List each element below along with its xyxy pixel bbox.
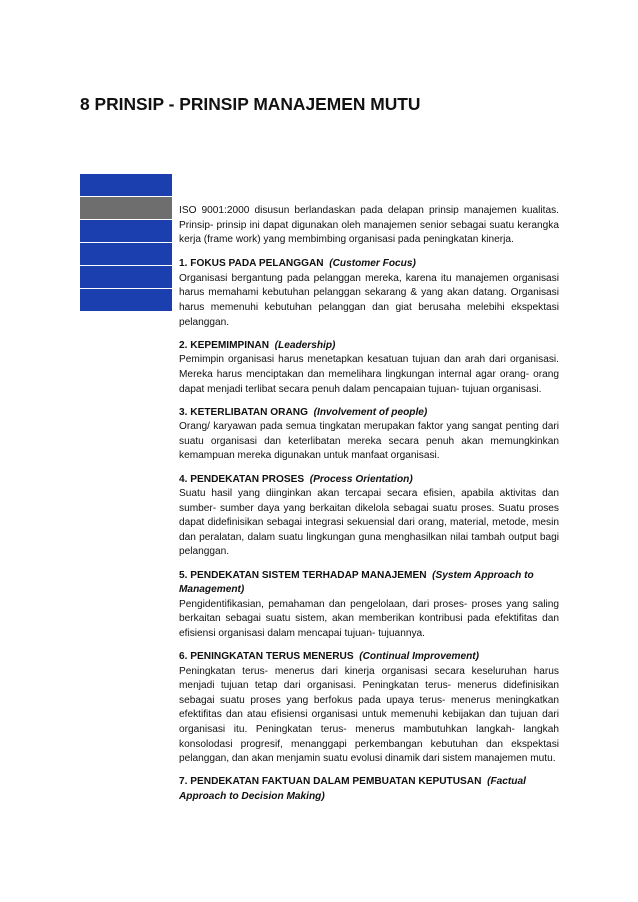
decorative-block-blue xyxy=(80,289,172,311)
principle-section xyxy=(179,339,559,397)
document-body xyxy=(179,204,559,813)
principle-english-title: (Customer Focus) xyxy=(329,258,416,270)
principle-heading xyxy=(179,473,559,488)
principle-heading xyxy=(179,257,559,272)
principle-section xyxy=(179,406,559,464)
principle-english-title: (System Approach to Management) xyxy=(179,569,534,596)
principle-section xyxy=(179,650,559,767)
principle-body: Peningkatan terus- menerus dari kinerja organisasi secara keseluruhan harus menjadi tujuan tetap dari organisasi. Peningkatan terus- menerus didefinisikan sebagai suatu proses yang berfokus pada upaya terus- menerus meningkatkan efektifitas dan atau efisiensi organisasi untuk memenuhi kebijakan dan tujuan dari organisasi itu. Peningkatan terus- menerus mambutuhkan langkah- langkah konsolodasi progresif, menanggapi perkembangan kebutuhan dan ekspektasi pelanggan, dan akan menjamin suatu evolusi dinamik dari sistem manajemen mutu. xyxy=(179,665,559,765)
principle-english-title: (Involvement of people) xyxy=(313,406,428,418)
principle-title: 3. KETERLIBATAN ORANG xyxy=(179,406,308,418)
intro-paragraph: ISO 9001:2000 disusun berlandaskan pada delapan prinsip manajemen kualitas. Prinsip- prinsip ini dapat digunakan oleh manajemen senior sebagai suatu kerangka kerja (frame work) yang membimbing organisasi pada peningkatan kinerja. xyxy=(179,205,559,246)
principle-section xyxy=(179,473,559,561)
decorative-block-blue xyxy=(80,243,172,265)
principle-heading xyxy=(179,406,559,421)
principle-body: Pengidentifikasian, pemahaman dan pengelolaan, dari proses- proses yang saling berkaitan sebagai suatu sistem, akan memberikan kontribusi pada efektifitas dan efisiensi organisasi dalam mencapai tujuan- tujuannya. xyxy=(179,598,559,639)
principle-body: Organisasi bergantung pada pelanggan mereka, karena itu manajemen organisasi harus memahami kebutuhan pelanggan sekarang & yang akan datang. Organisasi harus memenuhi kebutuhan pelanggan dan giat berusaha melebihi ekspektasi pelanggan. xyxy=(179,272,559,328)
decorative-block-blue xyxy=(80,266,172,288)
principle-section xyxy=(179,569,559,642)
principle-title: 5. PENDEKATAN SISTEM TERHADAP MANAJEMEN xyxy=(179,569,427,581)
principle-english-title: (Process Orientation) xyxy=(309,473,413,485)
principle-body: Pemimpin organisasi harus menetapkan kesatuan tujuan dan arah dari organisasi. Mereka harus menciptakan dan memelihara lingkungan internal agar orang- orang dapat menjadi terlibat secara penuh dalam pencapaian tujuan- tujuan organisasi. xyxy=(179,354,559,395)
principle-section xyxy=(179,775,559,804)
principle-english-title: (Leadership) xyxy=(274,339,336,351)
principle-heading xyxy=(179,650,559,665)
principle-heading xyxy=(179,775,559,804)
principle-title: 1. FOKUS PADA PELANGGAN xyxy=(179,258,324,270)
principle-body: Orang/ karyawan pada semua tingkatan merupakan faktor yang sangat penting dari suatu organisasi dan keterlibatan mereka secara penuh akan memungkinkan kemampuan mereka digunakan untuk manfaat organisasi. xyxy=(179,421,559,462)
principle-title: 7. PENDEKATAN FAKTUAN DALAM PEMBUATAN KEPUTUSAN xyxy=(179,776,482,788)
page-title: 8 PRINSIP - PRINSIP MANAJEMEN MUTU xyxy=(80,94,421,114)
principle-title: 4. PENDEKATAN PROSES xyxy=(179,473,305,485)
principle-english-title: (Factual Approach to Decision Making) xyxy=(179,776,526,802)
principle-section xyxy=(179,257,559,330)
decorative-block-gray xyxy=(80,197,172,219)
principle-body: Suatu hasil yang diinginkan akan tercapai secara efisien, apabila aktivitas dan sumber- sumber daya yang berkaitan dikelola sebagai suatu proses. Suatu proses dapat didefinisikan sebagai integrasi sekuensial dari orang, material, metode, mesin dan peralatan, dalam suatu lingkungan guna menghasilkan nilai tambah output bagi pelanggan. xyxy=(179,488,559,558)
decorative-block-blue xyxy=(80,220,172,242)
principle-heading xyxy=(179,339,559,354)
principle-heading xyxy=(179,569,559,598)
principle-english-title: (Continual Improvement) xyxy=(359,651,480,663)
decorative-block-blue xyxy=(80,174,172,196)
decorative-block-column xyxy=(80,174,172,312)
principle-title: 2. KEPEMIMPINAN xyxy=(179,339,270,351)
principle-title: 6. PENINGKATAN TERUS MENERUS xyxy=(179,651,354,663)
